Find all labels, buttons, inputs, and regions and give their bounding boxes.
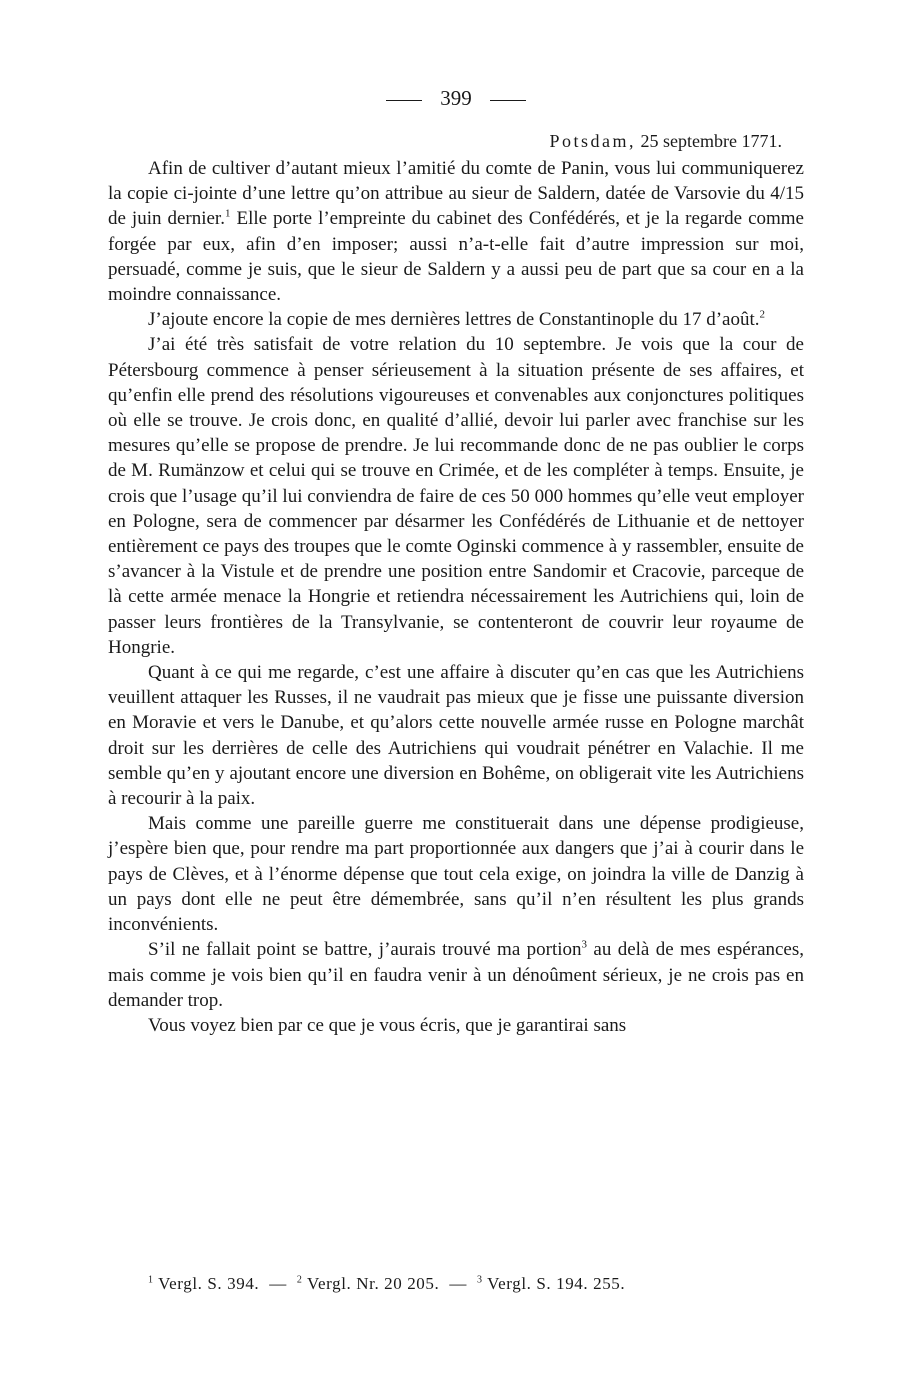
page-header [108,86,804,111]
paragraph-text: au delà de mes espérances, mais comme je vois bien qu’il en faudra venir à un dénoûment sérieux, je ne crois pas en demander trop. [108,939,805,1011]
header-rule-right [490,100,526,101]
footnote-ref-3: 3 [581,938,588,951]
header-rule-left [386,100,422,101]
footnote-text: Vergl. S. 194. 255. [487,1274,626,1293]
footnote-ref-2: 2 [759,308,765,321]
footnote-1 [148,1274,259,1293]
paragraph-text: S’il ne fallait point se battre, j’aurais trouvé ma portion [148,939,582,961]
paragraph-text: J’ajoute encore la copie de mes dernières lettres de Constantinople du 17 d’août. [148,309,760,331]
dateline-date: 25 septembre 1771. [640,131,782,151]
paragraph-text: Mais comme une pareille guerre me constituerait dans une dépense prodigieuse, j’espère bien que, pour rendre ma part proportionnée aux dangers que j’ai à courir dans le pays de Clèves, et à l’énorme dépense que tout cela exige, on joindra la ville de Danzig à un pays dont elle ne peut être démembrée, sans qu’il n’en résultent les plus grands inconvénients. [108,813,804,936]
paragraph-6 [108,937,804,1013]
footnote-ref-1: 1 [224,208,231,221]
footnote-mark: 3 [476,1274,483,1286]
footnote-separator: — [449,1274,467,1293]
footnote-separator: — [269,1274,287,1293]
paragraph-text: Vous voyez bien par ce que je vous écris, que je garantirai sans [148,1014,627,1036]
page-number: 399 [440,86,472,110]
letter-body [108,156,804,1038]
paragraph-1 [108,156,804,307]
paragraph-text: J’ai été très satisfait de votre relation du 10 septembre. Je vois que la cour de Pétersbourg commence à penser sérieusement à la situation présente de ses affaires, et qu’enfin elle prend des résolutions vigoureuses et convenables aux conjonctures politiques où elle se trouve. Je crois donc, en qualité d’allié, devoir lui parler avec franchise sur les mesures qu’elle se propose de prendre. Je lui recommande donc de ne pas oublier le corps de M. Rumänzow et celui qui se trouve en Crimée, et de les compléter à temps. Ensuite, je crois que l’usage qu’il lui conviendra de faire de ces 50 000 hommes qu’elle veut employer en Pologne, sera de commencer par désarmer les Confédérés de Lithuanie et de nettoyer entièrement ce pays des troupes que le comte Oginski commence à y rassembler, ensuite de s’avancer à la Vistule et de prendre une position entre Sandomir et Cracovie, parceque de là cette armée menace la Hongrie et retiendra nécessairement les Autrichiens qui, loin de passer leurs frontières de la Transylvanie, se contenteront de couvrir leur royaume de Hongrie. [108,334,804,658]
footnote-mark: 2 [296,1274,303,1286]
document-page [108,0,804,1392]
footnote-mark: 1 [148,1274,154,1286]
paragraph-text: Afin de cultiver d’autant mieux l’amitié du comte de Panin, vous lui communiquerez la copie ci-jointe d’une lettre qu’on attribue au sieur de Saldern, datée de Varsovie du 4/15 de juin dernier. [108,158,804,230]
paragraph-text: Quant à ce qui me regarde, c’est une affaire à discuter qu’en cas que les Autrichiens veuillent attaquer les Russes, il ne vaudrait pas mieux que je fisse une puissante diversion en Moravie et vers le Danube, et qu’alors cette nouvelle armée russe en Pologne marchât droit sur les derrières de celle des Autrichiens qui voudrait pénétrer en Valachie. Il me semble qu’en y ajoutant encore une diversion en Bohême, on obligerait vite les Autrichiens à recourir à la paix. [108,662,804,810]
footnote-3 [477,1274,625,1293]
footnote-text: Vergl. Nr. 20 205. [307,1274,440,1293]
footnotes [148,1274,804,1294]
dateline [550,131,782,152]
paragraph-2 [108,307,804,332]
dateline-place: Potsdam, [549,131,637,151]
paragraph-text: Elle porte l’empreinte du cabinet des Confédérés, et je la regarde comme forgée par eux, afin d’en imposer; aussi n’a-t-elle fait d’autre impression sur moi, persuadé, comme je suis, que le sieur de Saldern y a aussi peu de part que sa cour en a la moindre connaissance. [108,208,804,306]
footnote-2 [297,1274,439,1293]
paragraph-3 [108,332,804,660]
footnote-text: Vergl. S. 394. [158,1274,260,1293]
paragraph-4 [108,660,804,811]
paragraph-7 [108,1013,804,1038]
paragraph-5 [108,811,804,937]
